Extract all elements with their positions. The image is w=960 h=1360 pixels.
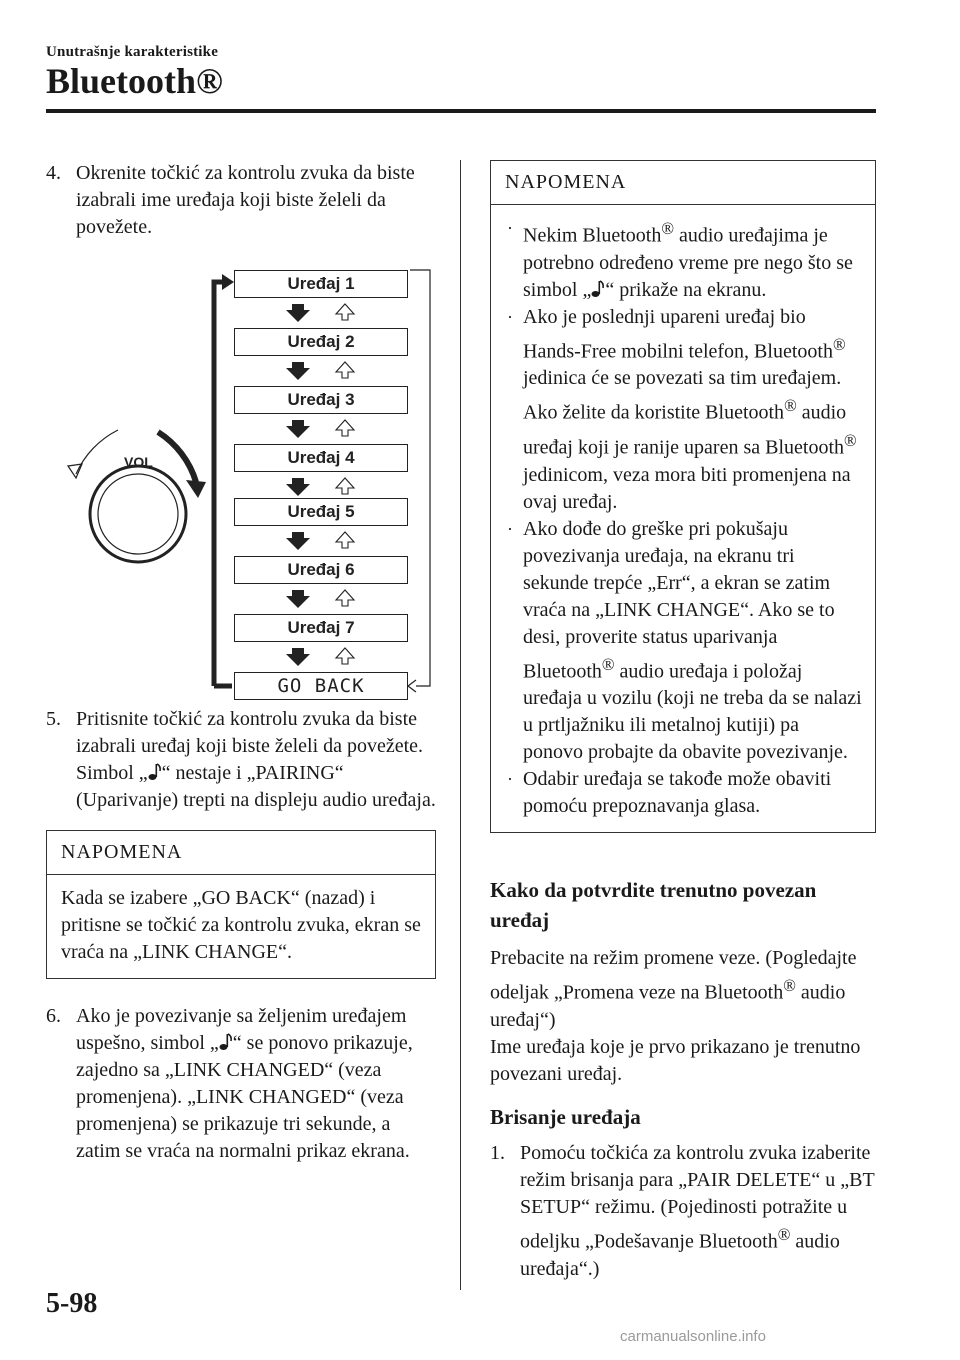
step-text: Pritisnite točkić za kontrolu zvuka da biste izabrali uređaj koji biste želeli da povežete. bbox=[76, 708, 424, 757]
step-6 bbox=[46, 1003, 436, 1165]
note-bullet-4: · Odabir uređaja se takođe može obaviti pomoću prepoznavanja glasa. bbox=[507, 768, 832, 818]
step-number: 6. bbox=[46, 1005, 61, 1027]
title-rule bbox=[46, 109, 876, 113]
note-text: Kada se izabere „GO BACK“ (nazad) i pritisne se točkić za kontrolu zvuka, ekran se vraća na „LINK CHANGE“. bbox=[61, 887, 421, 963]
step-number: 1. bbox=[490, 1141, 505, 1164]
rotate-left-icon bbox=[76, 430, 118, 474]
device-selection-diagram bbox=[46, 262, 456, 706]
go-back-item: GO BACK bbox=[234, 672, 408, 700]
note-box-2 bbox=[490, 160, 876, 833]
music-note-icon bbox=[148, 763, 162, 781]
arrow-pairs bbox=[286, 304, 354, 666]
paragraph-switch-mode: Prebacite na režim promene veze. (Pogledajte odeljak „Promena veze na Bluetooth® audio uređaj“) Ime uređaja koje je prvo prikazano je trenutno povezani uređaj. bbox=[490, 947, 861, 1085]
arrow-down-icon bbox=[286, 590, 310, 608]
scroll-up-bracket bbox=[214, 282, 224, 686]
music-note-icon bbox=[591, 280, 605, 298]
device-item-4: Uređaj 4 bbox=[234, 444, 408, 472]
note-body bbox=[491, 205, 875, 832]
arrow-down-icon bbox=[286, 420, 310, 438]
knob-label: VOL bbox=[124, 454, 153, 470]
subheading-delete-device: Brisanje uređaja bbox=[490, 1104, 641, 1129]
step-1-delete: 1. Pomoću točkića za kontrolu zvuka izaberite režim brisanja para „PAIR DELETE“ u „BT SETUP“ režimu. (Pojedinosti potražite u odeljku „Podešavanje Bluetooth® audio uređaja“.) bbox=[490, 1141, 875, 1280]
arrow-up-icon bbox=[336, 420, 354, 436]
note-bullet-3: · Ako dođe do greške pri pokušaju povezivanja uređaja, na ekranu tri sekunde trepće „Err“, a ekran se zatim vraća na „LINK CHANGE“. Ako se to desi, proverite status uparivanja Bluetooth® audio uređaja i položaj uređaja u vozilu (koji ne treba da se nalazi u prtljažniku ili metalnoj kutiji) pa ponovo probajte da obavite povezivanje. bbox=[507, 517, 862, 764]
volume-knob bbox=[90, 466, 186, 562]
return-bracket bbox=[410, 270, 430, 686]
step-text-2: Simbol „ bbox=[76, 762, 148, 784]
arrow-down-icon bbox=[286, 648, 310, 666]
subheading-current-device: Kako da potvrdite trenutno povezan uređaj bbox=[490, 878, 817, 933]
music-note-icon bbox=[219, 1033, 233, 1051]
column-divider bbox=[460, 160, 461, 1290]
left-column-lower bbox=[46, 706, 436, 1165]
note-heading: NAPOMENA bbox=[491, 161, 875, 205]
step-number: 4. bbox=[46, 162, 61, 184]
arrow-right-icon bbox=[222, 274, 234, 290]
step-text: Ako je povezivanje sa željenim uređajem uspešno, simbol „ bbox=[76, 1005, 407, 1054]
arrow-down-icon bbox=[286, 304, 310, 322]
arrow-down-icon bbox=[286, 478, 310, 496]
right-column bbox=[490, 160, 876, 1283]
arrow-up-icon bbox=[336, 304, 354, 320]
arrow-up-icon bbox=[336, 648, 354, 664]
note-bullet-2: · Ako je poslednji upareni uređaj bio Hands-Free mobilni telefon, Bluetooth® jedinica će se povezati sa tim uređajem. Ako želite da koristite Bluetooth® audio uređaj koji je ranije uparen sa Bluetooth® jedinicom, veza mora biti promenjena na ovaj uređaj. bbox=[507, 305, 857, 513]
watermark: carmanualsonline.info bbox=[620, 1328, 766, 1345]
arrow-left-outline-icon bbox=[408, 680, 416, 692]
device-item-1: Uređaj 1 bbox=[234, 270, 408, 298]
device-item-3: Uređaj 3 bbox=[234, 386, 408, 414]
step-text-3: “ nestaje i „PAIRING“ (Uparivanje) trepti na displeju audio uređaja. bbox=[76, 762, 436, 811]
left-column bbox=[46, 160, 436, 241]
page-number: 5-98 bbox=[46, 1288, 98, 1319]
device-item-2: Uređaj 2 bbox=[234, 328, 408, 356]
page-title: Bluetooth® bbox=[46, 61, 223, 101]
step-5 bbox=[46, 706, 436, 814]
arrow-up-icon bbox=[336, 590, 354, 606]
arrow-down-icon bbox=[286, 532, 310, 550]
note-bullet-1: · Nekim Bluetooth® audio uređajima je potrebno određeno vreme pre nego što se simbol „ “ prikaže na ekranu. bbox=[507, 218, 853, 301]
step-text: Okrenite točkić za kontrolu zvuka da biste izabrali ime uređaja koji biste želeli da povežete. bbox=[76, 162, 415, 238]
arrow-up-icon bbox=[336, 362, 354, 378]
device-item-6: Uređaj 6 bbox=[234, 556, 408, 584]
device-item-7: Uređaj 7 bbox=[234, 614, 408, 642]
step-text-2: “ se ponovo prikazuje, zajedno sa „LINK CHANGED“ (veza promenjena). „LINK CHANGED“ (veza promenjena) se prikazuje tri sekunde, a zatim se vraća na normalni prikaz ekrana. bbox=[76, 1032, 413, 1162]
arrow-up-icon bbox=[336, 478, 354, 494]
section-label: Unutrašnje karakteristike bbox=[46, 44, 219, 60]
step-number: 5. bbox=[46, 708, 61, 730]
note-heading: NAPOMENA bbox=[47, 831, 435, 875]
device-item-5: Uređaj 5 bbox=[234, 498, 408, 526]
arrow-down-icon bbox=[286, 362, 310, 380]
note-box-1 bbox=[46, 830, 436, 979]
step-4 bbox=[46, 160, 436, 241]
arrow-up-icon bbox=[336, 532, 354, 548]
